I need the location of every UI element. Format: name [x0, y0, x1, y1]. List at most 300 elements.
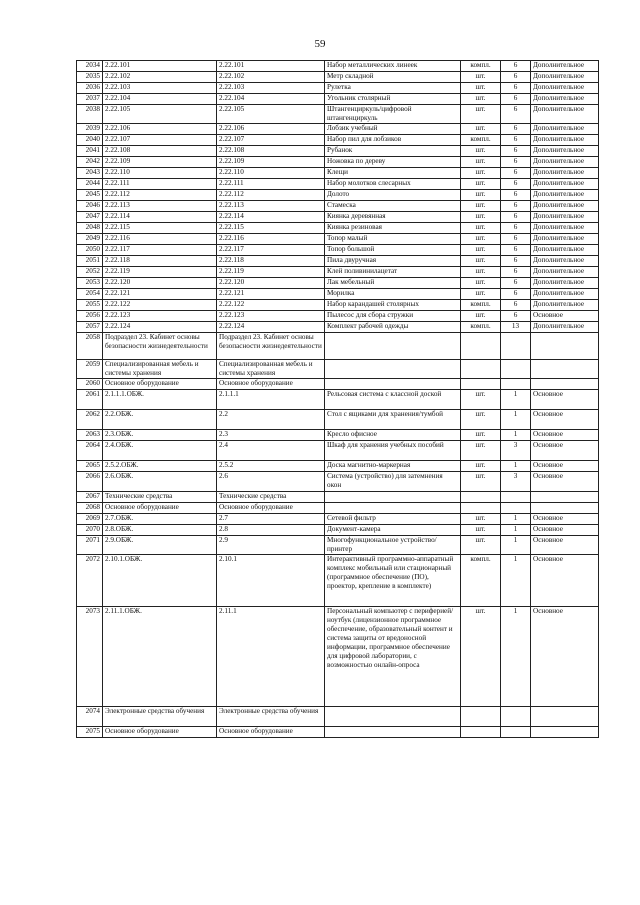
cell-qty: 1	[501, 536, 531, 555]
table-row	[77, 245, 599, 256]
cell-name: Кресло офисное	[325, 430, 461, 441]
cell-unit: шт.	[461, 234, 501, 245]
cell-kind: Дополнительное	[531, 201, 599, 212]
cell-kind: Дополнительное	[531, 289, 599, 300]
cell-qty: 1	[501, 410, 531, 430]
table-row	[77, 360, 599, 379]
cell-unit: шт.	[461, 311, 501, 322]
table-row	[77, 525, 599, 536]
cell-kind: Дополнительное	[531, 256, 599, 267]
table-row	[77, 201, 599, 212]
cell-kind: Основное	[531, 555, 599, 607]
cell-qty: 1	[501, 514, 531, 525]
cell-unit: шт.	[461, 430, 501, 441]
table-row	[77, 135, 599, 146]
cell-ref: 2.22.112	[217, 190, 325, 201]
cell-kind	[531, 503, 599, 514]
cell-unit	[461, 707, 501, 727]
cell-code: Подраздел 23. Кабинет основы безопасности жизнедеятельности	[103, 333, 217, 360]
cell-name: Стамеска	[325, 201, 461, 212]
cell-n: 2063	[77, 430, 103, 441]
cell-qty: 3	[501, 472, 531, 492]
cell-qty: 6	[501, 105, 531, 124]
cell-n: 2039	[77, 124, 103, 135]
cell-n: 2057	[77, 322, 103, 333]
cell-n: 2036	[77, 83, 103, 94]
cell-ref: 2.7	[217, 514, 325, 525]
cell-code: 2.22.106	[103, 124, 217, 135]
cell-qty	[501, 707, 531, 727]
cell-qty: 6	[501, 124, 531, 135]
cell-ref: Основное оборудование	[217, 379, 325, 390]
cell-n: 2047	[77, 212, 103, 223]
cell-ref: 2.1.1.1	[217, 390, 325, 410]
cell-unit: шт.	[461, 124, 501, 135]
cell-kind: Дополнительное	[531, 322, 599, 333]
table-row	[77, 461, 599, 472]
cell-code: 2.22.124	[103, 322, 217, 333]
cell-qty: 6	[501, 234, 531, 245]
cell-name: Киянка деревянная	[325, 212, 461, 223]
cell-kind	[531, 379, 599, 390]
cell-code: 2.22.103	[103, 83, 217, 94]
cell-unit: шт.	[461, 105, 501, 124]
cell-name: Топор большой	[325, 245, 461, 256]
cell-name: Сетевой фильтр	[325, 514, 461, 525]
cell-code: 2.22.102	[103, 72, 217, 83]
cell-name: Пила двуручная	[325, 256, 461, 267]
table-row	[77, 61, 599, 72]
cell-name: Лак мебельный	[325, 278, 461, 289]
cell-n: 2070	[77, 525, 103, 536]
cell-unit: компл.	[461, 135, 501, 146]
cell-code: 2.8.ОБЖ.	[103, 525, 217, 536]
table-row	[77, 212, 599, 223]
cell-code: 2.7.ОБЖ.	[103, 514, 217, 525]
cell-unit: шт.	[461, 267, 501, 278]
table-body	[77, 61, 599, 738]
cell-n: 2061	[77, 390, 103, 410]
cell-unit: шт.	[461, 83, 501, 94]
table-row	[77, 379, 599, 390]
table-row	[77, 514, 599, 525]
cell-code: 2.2.ОБЖ.	[103, 410, 217, 430]
cell-unit: шт.	[461, 157, 501, 168]
cell-code: 2.22.115	[103, 223, 217, 234]
cell-kind: Дополнительное	[531, 234, 599, 245]
cell-n: 2073	[77, 607, 103, 707]
cell-kind: Дополнительное	[531, 157, 599, 168]
cell-code: 2.22.121	[103, 289, 217, 300]
cell-unit: шт.	[461, 607, 501, 707]
cell-qty: 6	[501, 212, 531, 223]
cell-code: 2.22.117	[103, 245, 217, 256]
table-row	[77, 322, 599, 333]
cell-qty: 1	[501, 390, 531, 410]
cell-qty: 1	[501, 461, 531, 472]
table-row	[77, 256, 599, 267]
cell-kind	[531, 360, 599, 379]
cell-ref: 2.22.115	[217, 223, 325, 234]
cell-n: 2065	[77, 461, 103, 472]
cell-code: 2.4.ОБЖ.	[103, 441, 217, 461]
cell-unit: компл.	[461, 322, 501, 333]
cell-code: 2.22.118	[103, 256, 217, 267]
cell-n: 2072	[77, 555, 103, 607]
cell-code: 2.22.109	[103, 157, 217, 168]
cell-qty: 6	[501, 289, 531, 300]
cell-kind: Дополнительное	[531, 135, 599, 146]
cell-unit: шт.	[461, 278, 501, 289]
cell-unit: шт.	[461, 146, 501, 157]
cell-ref: 2.22.105	[217, 105, 325, 124]
cell-name: Рулетка	[325, 83, 461, 94]
cell-qty: 6	[501, 201, 531, 212]
cell-qty: 6	[501, 168, 531, 179]
table-row	[77, 289, 599, 300]
cell-qty	[501, 333, 531, 360]
cell-qty	[501, 492, 531, 503]
cell-qty: 6	[501, 190, 531, 201]
cell-code: 2.5.2.ОБЖ.	[103, 461, 217, 472]
cell-ref: 2.22.102	[217, 72, 325, 83]
cell-name: Ножовка по дереву	[325, 157, 461, 168]
cell-code: Основное оборудование	[103, 727, 217, 738]
cell-n: 2046	[77, 201, 103, 212]
cell-qty	[501, 503, 531, 514]
cell-qty: 6	[501, 278, 531, 289]
cell-ref: 2.8	[217, 525, 325, 536]
table-row	[77, 223, 599, 234]
cell-qty: 6	[501, 311, 531, 322]
cell-code: 2.22.107	[103, 135, 217, 146]
table-row	[77, 390, 599, 410]
cell-name: Персональный компьютер с периферией/ноутбук (лицензионное программное обеспечение, образовательный контент и система защиты от вредоносной информации, программное обеспечение для цифровой лаборатории, с возможностью онлайн-опроса	[325, 607, 461, 707]
cell-ref: 2.22.120	[217, 278, 325, 289]
cell-n: 2060	[77, 379, 103, 390]
cell-ref: Основное оборудование	[217, 503, 325, 514]
cell-name: Доска магнитно-маркерная	[325, 461, 461, 472]
cell-n: 2045	[77, 190, 103, 201]
cell-kind: Дополнительное	[531, 223, 599, 234]
table-row	[77, 300, 599, 311]
cell-ref: 2.22.101	[217, 61, 325, 72]
cell-code: 2.22.101	[103, 61, 217, 72]
cell-unit: шт.	[461, 441, 501, 461]
cell-qty: 6	[501, 256, 531, 267]
cell-n: 2054	[77, 289, 103, 300]
cell-qty	[501, 360, 531, 379]
cell-name: Долото	[325, 190, 461, 201]
cell-name: Клей поливинилацетат	[325, 267, 461, 278]
cell-kind: Дополнительное	[531, 105, 599, 124]
cell-n: 2034	[77, 61, 103, 72]
cell-qty: 6	[501, 267, 531, 278]
cell-name: Лобзик учебный	[325, 124, 461, 135]
cell-n: 2048	[77, 223, 103, 234]
cell-n: 2037	[77, 94, 103, 105]
cell-qty: 6	[501, 300, 531, 311]
cell-qty: 6	[501, 94, 531, 105]
cell-unit: шт.	[461, 536, 501, 555]
cell-name	[325, 707, 461, 727]
cell-name: Документ-камера	[325, 525, 461, 536]
cell-code: 2.6.ОБЖ.	[103, 472, 217, 492]
table-row	[77, 430, 599, 441]
cell-unit: шт.	[461, 390, 501, 410]
cell-code: 2.22.116	[103, 234, 217, 245]
cell-code: 2.1.1.1.ОБЖ.	[103, 390, 217, 410]
cell-unit	[461, 492, 501, 503]
cell-qty: 6	[501, 157, 531, 168]
cell-code: 2.22.113	[103, 201, 217, 212]
cell-n: 2044	[77, 179, 103, 190]
cell-ref: 2.22.114	[217, 212, 325, 223]
table-row	[77, 234, 599, 245]
cell-n: 2058	[77, 333, 103, 360]
cell-ref: 2.22.111	[217, 179, 325, 190]
cell-n: 2069	[77, 514, 103, 525]
cell-n: 2043	[77, 168, 103, 179]
cell-n: 2074	[77, 707, 103, 727]
cell-name	[325, 492, 461, 503]
table-row	[77, 503, 599, 514]
table-row	[77, 105, 599, 124]
cell-n: 2041	[77, 146, 103, 157]
cell-n: 2038	[77, 105, 103, 124]
cell-kind: Дополнительное	[531, 72, 599, 83]
cell-code: 2.22.104	[103, 94, 217, 105]
table-row	[77, 190, 599, 201]
cell-n: 2075	[77, 727, 103, 738]
cell-name: Метр складной	[325, 72, 461, 83]
cell-kind: Дополнительное	[531, 179, 599, 190]
cell-ref: 2.11.1	[217, 607, 325, 707]
table-row	[77, 727, 599, 738]
cell-code: 2.22.105	[103, 105, 217, 124]
cell-kind: Дополнительное	[531, 267, 599, 278]
cell-kind: Дополнительное	[531, 168, 599, 179]
cell-name: Клещи	[325, 168, 461, 179]
cell-n: 2056	[77, 311, 103, 322]
cell-n: 2062	[77, 410, 103, 430]
cell-unit	[461, 379, 501, 390]
cell-name: Интерактивный программно-аппаратный комплекс мобильный или стационарный (программное обеспечение (ПО), проектор, крепление в комплекте)	[325, 555, 461, 607]
cell-kind	[531, 707, 599, 727]
cell-qty: 6	[501, 72, 531, 83]
cell-name	[325, 727, 461, 738]
cell-name: Штангенциркуль/цифровой штангенциркуль	[325, 105, 461, 124]
cell-kind: Основное	[531, 472, 599, 492]
cell-n: 2051	[77, 256, 103, 267]
equipment-table	[76, 60, 599, 738]
cell-name	[325, 333, 461, 360]
cell-kind	[531, 492, 599, 503]
cell-ref: 2.10.1	[217, 555, 325, 607]
cell-kind: Дополнительное	[531, 83, 599, 94]
cell-unit	[461, 727, 501, 738]
cell-n: 2035	[77, 72, 103, 83]
cell-kind: Дополнительное	[531, 278, 599, 289]
cell-name: Система (устройство) для затемнения окон	[325, 472, 461, 492]
cell-unit: шт.	[461, 72, 501, 83]
table-row	[77, 179, 599, 190]
cell-name: Рельсовая система с классной доской	[325, 390, 461, 410]
cell-kind: Основное	[531, 410, 599, 430]
cell-unit: шт.	[461, 94, 501, 105]
cell-unit	[461, 503, 501, 514]
cell-code: Специализированная мебель и системы хранения	[103, 360, 217, 379]
cell-unit: шт.	[461, 289, 501, 300]
cell-name: Набор молотков слесарных	[325, 179, 461, 190]
cell-kind: Дополнительное	[531, 61, 599, 72]
cell-qty: 6	[501, 245, 531, 256]
table-row	[77, 267, 599, 278]
cell-kind: Основное	[531, 607, 599, 707]
cell-n: 2066	[77, 472, 103, 492]
cell-name: Топор малый	[325, 234, 461, 245]
cell-n: 2068	[77, 503, 103, 514]
cell-n: 2042	[77, 157, 103, 168]
cell-unit: шт.	[461, 223, 501, 234]
cell-kind: Дополнительное	[531, 94, 599, 105]
cell-ref: Электронные средства обучения	[217, 707, 325, 727]
cell-qty: 6	[501, 179, 531, 190]
cell-code: 2.22.114	[103, 212, 217, 223]
table-row	[77, 555, 599, 607]
table-row	[77, 94, 599, 105]
cell-qty	[501, 727, 531, 738]
cell-code: 2.9.ОБЖ.	[103, 536, 217, 555]
cell-unit: шт.	[461, 168, 501, 179]
cell-name: Комплект рабочей одежды	[325, 322, 461, 333]
cell-name	[325, 379, 461, 390]
table-row	[77, 83, 599, 94]
cell-name: Угольник столярный	[325, 94, 461, 105]
cell-n: 2053	[77, 278, 103, 289]
cell-ref: 2.5.2	[217, 461, 325, 472]
cell-ref: 2.3	[217, 430, 325, 441]
cell-unit: компл.	[461, 61, 501, 72]
cell-ref: Технические средства	[217, 492, 325, 503]
cell-code: 2.22.123	[103, 311, 217, 322]
table-row	[77, 707, 599, 727]
cell-unit: компл.	[461, 300, 501, 311]
cell-kind: Основное	[531, 525, 599, 536]
table-row	[77, 278, 599, 289]
cell-kind: Дополнительное	[531, 124, 599, 135]
cell-unit: шт.	[461, 212, 501, 223]
cell-name: Набор карандашей столярных	[325, 300, 461, 311]
table-row	[77, 311, 599, 322]
cell-n: 2040	[77, 135, 103, 146]
cell-qty: 6	[501, 61, 531, 72]
table-row	[77, 146, 599, 157]
table-row	[77, 492, 599, 503]
cell-code: 2.11.1.ОБЖ.	[103, 607, 217, 707]
cell-ref: 2.22.107	[217, 135, 325, 146]
cell-unit	[461, 360, 501, 379]
cell-ref: Специализированная мебель и системы хранения	[217, 360, 325, 379]
cell-n: 2067	[77, 492, 103, 503]
table-row	[77, 472, 599, 492]
cell-qty: 6	[501, 135, 531, 146]
cell-ref: Подраздел 23. Кабинет основы безопасности жизнедеятельности	[217, 333, 325, 360]
cell-ref: 2.22.116	[217, 234, 325, 245]
table-row	[77, 333, 599, 360]
cell-n: 2059	[77, 360, 103, 379]
cell-qty: 6	[501, 146, 531, 157]
cell-kind: Дополнительное	[531, 300, 599, 311]
cell-ref: 2.22.121	[217, 289, 325, 300]
cell-code: Основное оборудование	[103, 379, 217, 390]
cell-kind	[531, 727, 599, 738]
cell-kind: Основное	[531, 390, 599, 410]
cell-qty: 6	[501, 223, 531, 234]
cell-kind: Основное	[531, 430, 599, 441]
cell-unit: компл.	[461, 555, 501, 607]
cell-ref: 2.22.108	[217, 146, 325, 157]
cell-code: 2.22.122	[103, 300, 217, 311]
cell-name: Шкаф для хранения учебных пособий	[325, 441, 461, 461]
cell-kind: Основное	[531, 514, 599, 525]
cell-unit: шт.	[461, 525, 501, 536]
cell-code: Технические средства	[103, 492, 217, 503]
page-number: 59	[314, 38, 326, 50]
cell-qty: 1	[501, 607, 531, 707]
cell-qty: 1	[501, 525, 531, 536]
cell-qty: 3	[501, 441, 531, 461]
cell-code: 2.22.120	[103, 278, 217, 289]
cell-ref: 2.22.109	[217, 157, 325, 168]
cell-name: Морилка	[325, 289, 461, 300]
cell-ref: 2.22.122	[217, 300, 325, 311]
cell-ref: 2.22.119	[217, 267, 325, 278]
table-row	[77, 441, 599, 461]
table-row	[77, 72, 599, 83]
cell-kind: Основное	[531, 311, 599, 322]
table-row	[77, 607, 599, 707]
cell-ref: 2.22.117	[217, 245, 325, 256]
cell-kind: Основное	[531, 536, 599, 555]
cell-name: Многофункциональное устройство/принтер	[325, 536, 461, 555]
cell-name: Пылесос для сбора стружки	[325, 311, 461, 322]
cell-ref: 2.22.106	[217, 124, 325, 135]
cell-code: 2.22.111	[103, 179, 217, 190]
cell-qty: 6	[501, 83, 531, 94]
cell-ref: 2.22.113	[217, 201, 325, 212]
cell-qty	[501, 379, 531, 390]
cell-unit: шт.	[461, 461, 501, 472]
cell-n: 2052	[77, 267, 103, 278]
table-row	[77, 536, 599, 555]
table-row	[77, 124, 599, 135]
cell-ref: 2.22.123	[217, 311, 325, 322]
cell-code: Основное оборудование	[103, 503, 217, 514]
cell-n: 2055	[77, 300, 103, 311]
cell-name: Рубанок	[325, 146, 461, 157]
cell-ref: 2.22.103	[217, 83, 325, 94]
table-row	[77, 168, 599, 179]
cell-qty: 13	[501, 322, 531, 333]
cell-kind: Основное	[531, 441, 599, 461]
cell-name: Стол с ящиками для хранения/тумбой	[325, 410, 461, 430]
cell-code: 2.22.112	[103, 190, 217, 201]
cell-name: Набор металлических линеек	[325, 61, 461, 72]
cell-unit: шт.	[461, 256, 501, 267]
cell-ref: 2.4	[217, 441, 325, 461]
cell-name	[325, 360, 461, 379]
